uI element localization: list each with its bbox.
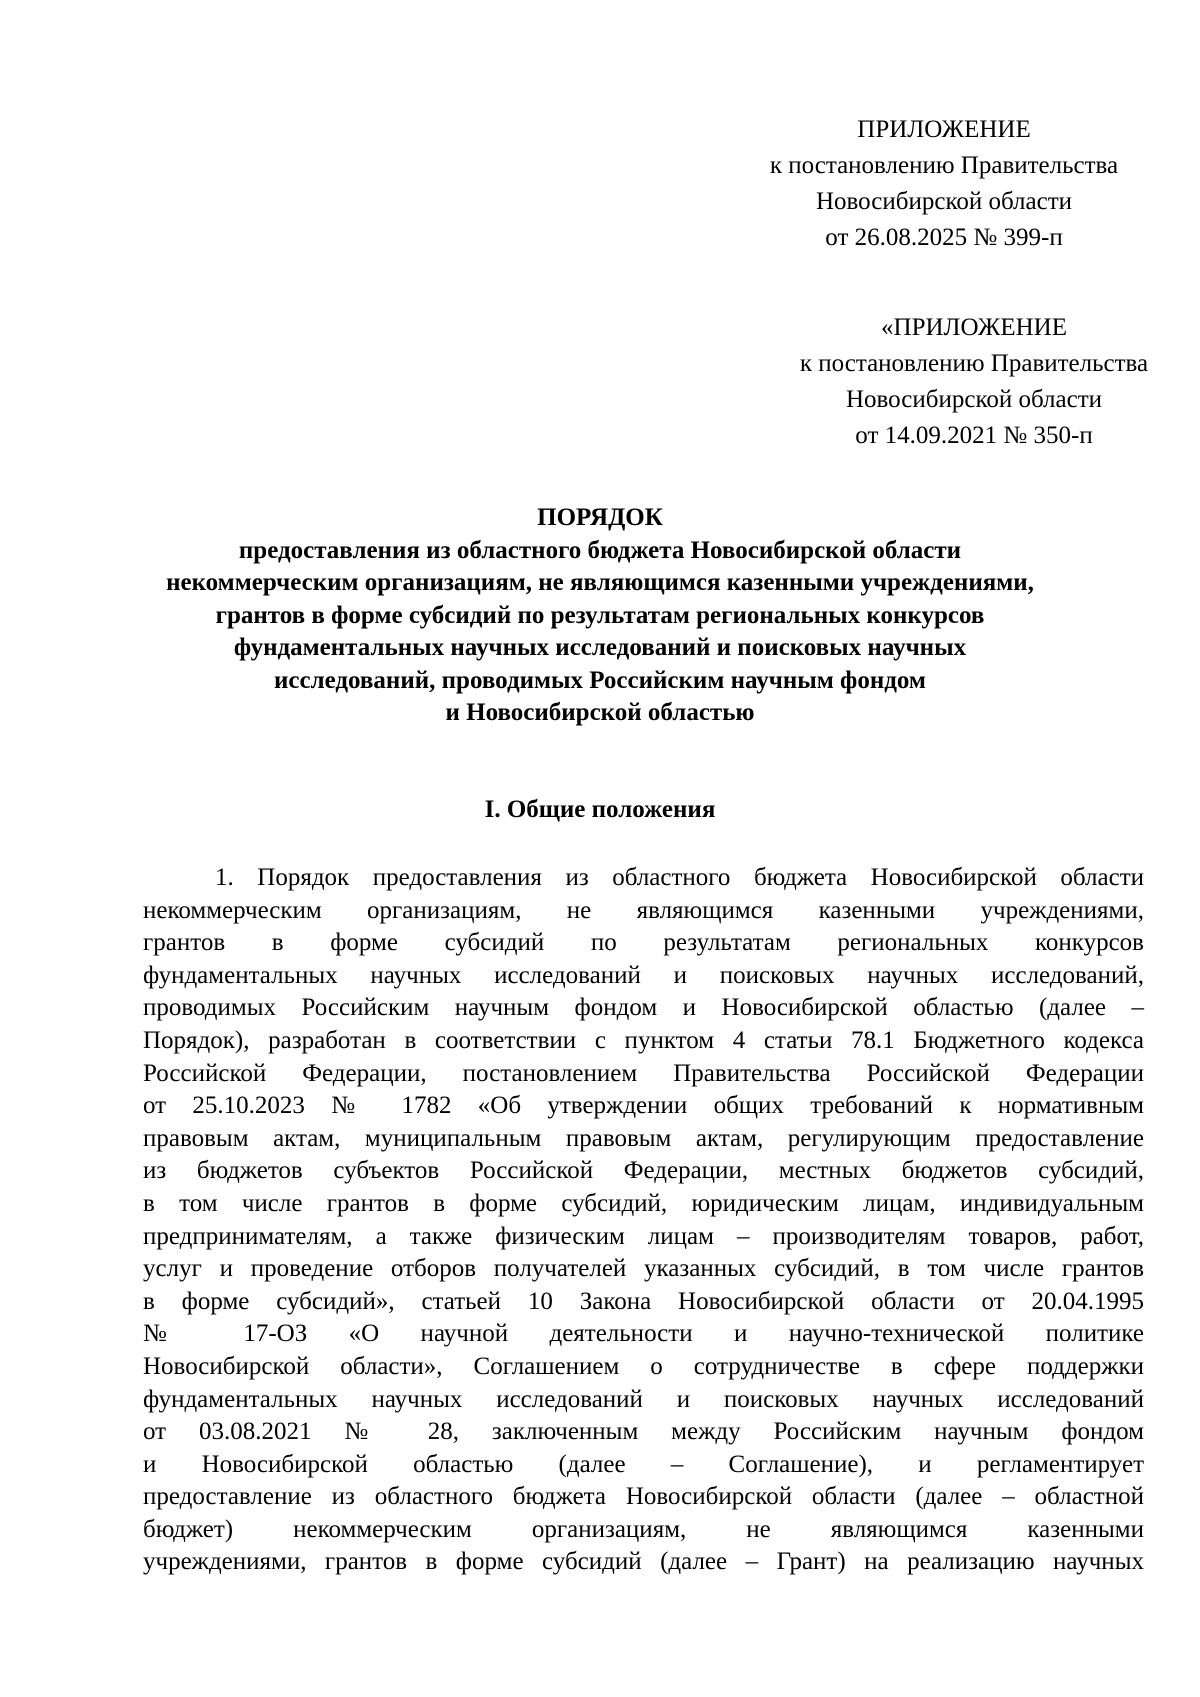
document-title-line: фундаментальных научных исследований и поисковых научных xyxy=(233,634,967,661)
paragraph-line: предоставление из областного бюджета Новосибирской области (далее – областной xyxy=(143,1483,1144,1511)
appendix-current-line-3: от 26.08.2025 № 399-п xyxy=(825,224,1063,251)
appendix-previous-title: «ПРИЛОЖЕНИЕ xyxy=(881,314,1067,341)
paragraph-line: и Новосибирской областью (далее – Соглашение), и регламентирует xyxy=(143,1450,1144,1478)
section-heading: I. Общие положения xyxy=(484,796,716,823)
appendix-previous-block xyxy=(764,310,1184,454)
paragraph-line: правовым актам, муниципальным правовым актам, регулирующим предоставление xyxy=(143,1124,1144,1152)
paragraph-line: некоммерческим организациям, не являющимся казенными учреждениями, xyxy=(143,896,1144,924)
paragraph-line: от 03.08.2021 № 28, заключенным между Российским научным фондом xyxy=(143,1418,1144,1446)
appendix-previous-line-1: к постановлению Правительства xyxy=(799,350,1149,377)
paragraph-line: в форме субсидий», статьей 10 Закона Новосибирской области от 20.04.1995 xyxy=(143,1287,1144,1315)
document-title xyxy=(60,502,1140,730)
paragraph-line: бюджет) некоммерческим организациям, не являющимся казенными xyxy=(143,1515,1144,1543)
paragraph-line: 1. Порядок предоставления из областного бюджета Новосибирской области xyxy=(215,864,1144,891)
document-title-heading: ПОРЯДОК xyxy=(537,504,663,531)
document-title-line: предоставления из областного бюджета Новосибирской области xyxy=(238,536,962,564)
document-title-line: и Новосибирской областью xyxy=(445,699,755,726)
document-title-line: грантов в форме субсидий по результатам региональных конкурсов xyxy=(215,601,985,629)
appendix-previous-line-3: от 14.09.2021 № 350-п xyxy=(855,422,1093,449)
paragraph-line: Новосибирской области», Соглашением о сотрудничестве в сфере поддержки xyxy=(143,1352,1144,1380)
paragraph-line: № 17-ОЗ «О научной деятельности и научно-технической политике xyxy=(143,1320,1144,1348)
paragraph-line: фундаментальных научных исследований и поисковых научных исследований xyxy=(143,1385,1144,1413)
paragraph-line: Российской Федерации, постановлением Правительства Российской Федерации xyxy=(143,1059,1144,1087)
appendix-current-line-1: к постановлению Правительства xyxy=(769,152,1119,179)
appendix-current-line-2: Новосибирской области xyxy=(815,188,1073,215)
paragraph-1 xyxy=(143,862,1144,1579)
appendix-current-title: ПРИЛОЖЕНИЕ xyxy=(857,116,1031,143)
paragraph-line: в том числе грантов в форме субсидий, юридическим лицам, индивидуальным xyxy=(143,1189,1144,1217)
paragraph-line: от 25.10.2023 № 1782 «Об утверждении общих требований к нормативным xyxy=(143,1092,1144,1120)
paragraph-line: фундаментальных научных исследований и поисковых научных исследований, xyxy=(143,961,1144,989)
paragraph-line: проводимых Российским научным фондом и Новосибирской областью (далее – xyxy=(143,994,1144,1022)
paragraph-line: из бюджетов субъектов Российской Федерации, местных бюджетов субсидий, xyxy=(143,1157,1144,1185)
document-title-line: исследований, проводимых Российским научным фондом xyxy=(274,666,926,694)
appendix-previous-line-2: Новосибирской области xyxy=(845,386,1103,413)
paragraph-line: предпринимателям, а также физическим лицам – производителям товаров, работ, xyxy=(143,1222,1144,1250)
document-title-line: некоммерческим организациям, не являющимся казенными учреждениями, xyxy=(166,569,1034,596)
paragraph-line: услуг и проведение отборов получателей указанных субсидий, в том числе грантов xyxy=(143,1255,1144,1283)
paragraph-line: Порядок), разработан в соответствии с пунктом 4 статьи 78.1 Бюджетного кодекса xyxy=(143,1026,1144,1054)
paragraph-line: учреждениями, грантов в форме субсидий (далее – Грант) на реализацию научных xyxy=(143,1548,1144,1576)
paragraph-line: грантов в форме субсидий по результатам региональных конкурсов xyxy=(143,929,1144,957)
appendix-current-block xyxy=(734,112,1154,256)
